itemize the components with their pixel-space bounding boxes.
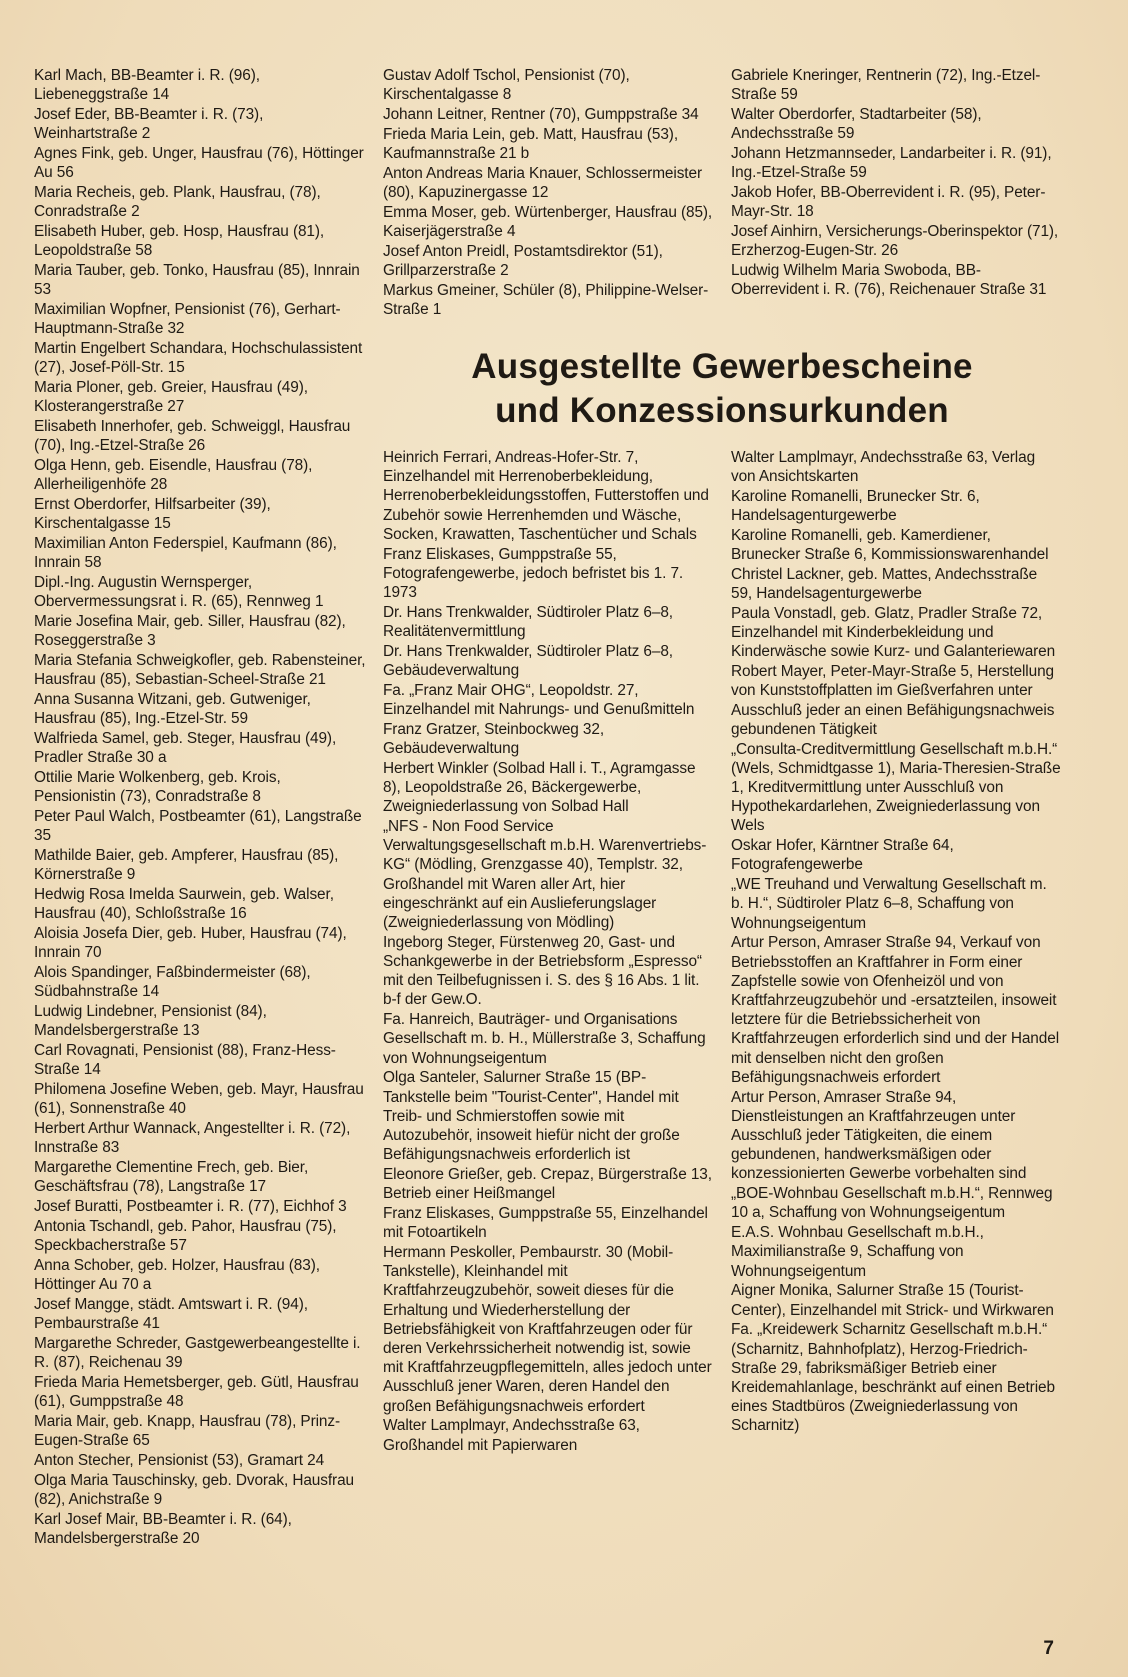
entry: Herbert Arthur Wannack, Angestellter i. R. (72), Innstraße 83: [34, 1120, 351, 1157]
entry: Josef Anton Preidl, Postamtsdirektor (51), Grillparzerstraße 2: [383, 242, 663, 279]
entry: Markus Gmeiner, Schüler (8), Philippine-Welser-Straße 1: [383, 281, 709, 318]
entry: Mathilde Baier, geb. Ampferer, Hausfrau (85), Körnerstraße 9: [34, 847, 339, 884]
entry: Fa. „Franz Mair OHG“, Leopoldstr. 27, Einzelhandel mit Nahrungs- und Genußmitteln: [383, 681, 695, 719]
entry: Elisabeth Huber, geb. Hosp, Hausfrau (81), Leopoldstraße 58: [34, 223, 325, 260]
entry: Fa. Hanreich, Bauträger- und Organisations Gesellschaft m. b. H., Müllerstraße 3, Schaffung von Wohnungseigentum: [383, 1011, 706, 1067]
entry: Josef Eder, BB-Beamter i. R. (73), Weinhartstraße 2: [34, 106, 264, 143]
entry: Alois Spandinger, Faßbindermeister (68), Südbahnstraße 14: [34, 964, 311, 1001]
entry: Gustav Adolf Tschol, Pensionist (70), Kirschentalgasse 8: [383, 67, 630, 104]
entry: Maria Recheis, geb. Plank, Hausfrau, (78), Conradstraße 2: [34, 184, 321, 221]
entry: Oskar Hofer, Kärntner Straße 64, Fotografengewerbe: [731, 837, 954, 874]
column-deaths-middle: [383, 66, 713, 320]
entry: Heinrich Ferrari, Andreas-Hofer-Str. 7, Einzelhandel mit Herrenoberbekleidung, Herrenoberbekleidungsstoffen, Futterstoffen und Zubehör sowie Herrenhemden und Wäsche, Socken, Krawatten, Taschentücher und Schals: [383, 449, 709, 543]
entry: Josef Mangge, städt. Amtswart i. R. (94), Pembaurstraße 41: [34, 1295, 308, 1332]
column-licenses-left: [383, 448, 713, 1455]
column-deaths-right: [731, 66, 1061, 300]
entry: Anna Susanna Witzani, geb. Gutweniger, Hausfrau (85), Ing.-Etzel-Str. 59: [34, 691, 311, 728]
entry: Walfrieda Samel, geb. Steger, Hausfrau (49), Pradler Straße 30 a: [34, 730, 337, 767]
page-number: 7: [1043, 1638, 1054, 1659]
entry: Peter Paul Walch, Postbeamter (61), Langstraße 35: [34, 808, 362, 845]
entry: Olga Maria Tauschinsky, geb. Dvorak, Hausfrau (82), Anichstraße 9: [34, 1471, 354, 1508]
entry: Olga Santeler, Salurner Straße 15 (BP-Tankstelle beim "Tourist-Center", Handel mit Treib- und Schmierstoffen sowie mit Autozubehör, insoweit hiefür nicht der große Befähigungsnachweis erforderlich ist: [383, 1069, 680, 1164]
entry: Maria Mair, geb. Knapp, Hausfrau (78), Prinz-Eugen-Straße 65: [34, 1412, 341, 1449]
entry: Ottilie Marie Wolkenberg, geb. Krois, Pensionistin (73), Conradstraße 8: [34, 769, 281, 806]
entry: Johann Hetzmannseder, Landarbeiter i. R. (91), Ing.-Etzel-Straße 59: [731, 145, 1052, 182]
entry: Artur Person, Amraser Straße 94, Dienstleistungen an Kraftfahrzeugen unter Ausschluß jeder Tätigkeiten, die einem gebundenen, handwerksmäßigen oder konzessionierten Gewerbe vorbehalten sind: [731, 1088, 1027, 1183]
entry: Gabriele Kneringer, Rentnerin (72), Ing.-Etzel-Straße 59: [731, 67, 1041, 104]
entry: Margarethe Clementine Frech, geb. Bier, Geschäftsfrau (78), Langstraße 17: [34, 1159, 309, 1196]
entry: Hedwig Rosa Imelda Saurwein, geb. Walser, Hausfrau (40), Schloßstraße 16: [34, 886, 334, 923]
entry: Margarethe Schreder, Gastgewerbeangestellte i. R. (87), Reichenau 39: [34, 1334, 361, 1371]
entry: Eleonore Grießer, geb. Crepaz, Bürgerstraße 13, Betrieb einer Heißmangel: [383, 1166, 712, 1203]
entry: Hermann Peskoller, Pembaurstr. 30 (Mobil-Tankstelle), Kleinhandel mit Kraftfahrzeugzubehör, soweit dieses für die Erhaltung und Wiederherstellung der Betriebsfähigkeit von Kraftfahrzeugen oder für deren Verkehrssicherheit notwendig ist, sowie mit Kraftfahrzeugpflegemitteln, alles jedoch unter Ausschluß jener Waren, deren Handel den großen Befähigungsnachweis erfordert: [383, 1244, 712, 1415]
entry: Ludwig Lindebner, Pensionist (84), Mandelsbergerstraße 13: [34, 1003, 267, 1040]
entry: Dipl.-Ing. Augustin Wernsperger, Obervermessungsrat i. R. (65), Rennweg 1: [34, 574, 324, 611]
heading-line-2: und Konzessionsurkunden: [495, 391, 949, 430]
entry: Marie Josefina Mair, geb. Siller, Hausfrau (82), Roseggerstraße 3: [34, 613, 346, 650]
entry: Anna Schober, geb. Holzer, Hausfrau (83), Höttinger Au 70 a: [34, 1256, 320, 1293]
entry: „NFS - Non Food Service Verwaltungsgesellschaft m.b.H. Warenvertriebs-KG“ (Mödling, Grenzgasse 40), Templstr. 32, Großhandel mit Waren aller Art, hier eingeschränkt auf ein Auslieferungslager (Zweigniederlassung von Mödling): [383, 818, 707, 932]
entry: Franz Eliskases, Gumppstraße 55, Einzelhandel mit Fotoartikeln: [383, 1205, 708, 1242]
entry: Robert Mayer, Peter-Mayr-Straße 5, Herstellung von Kunststoffplatten im Gießverfahren unter Ausschluß jeder an einen Befähigungsnachweis gebundenen Tätigkeit: [731, 663, 1055, 738]
entry: Ingeborg Steger, Fürstenweg 20, Gast- und Schankgewerbe in der Betriebsform „Espresso“ mit den Teilbefugnissen i. S. des § 16 Abs. 1 lit. b-f der Gew.O.: [383, 933, 702, 1009]
entry: Aloisia Josefa Dier, geb. Huber, Hausfrau (74), Innrain 70: [34, 925, 347, 962]
entry: Karoline Romanelli, geb. Kamerdiener, Brunecker Straße 6, Kommissionswarenhandel: [731, 527, 1049, 564]
entry: Frieda Maria Hemetsberger, geb. Gütl, Hausfrau (61), Gumppstraße 48: [34, 1373, 359, 1410]
entry: Ludwig Wilhelm Maria Swoboda, BB-Oberrevident i. R. (76), Reichenauer Straße 31: [731, 262, 1047, 299]
entry: Maria Tauber, geb. Tonko, Hausfrau (85), Innrain 53: [34, 262, 360, 299]
entry: Philomena Josefine Weben, geb. Mayr, Hausfrau (61), Sonnenstraße 40: [34, 1081, 364, 1118]
entry: Artur Person, Amraser Straße 94, Verkauf von Betriebsstoffen an Kraftfahrer in Form einer Zapfstelle sowie von Ofenheizöl und von Kraftfahrzeugzubehör und -ersatzteilen, insoweit letztere für die Betriebssicherheit von Kraftfahrzeugen erforderlich sind und der Handel mit denselben nicht den großen Befähigungsnachweis erfordert: [731, 934, 1060, 1086]
entry: Maximilian Wopfner, Pensionist (76), Gerhart-Hauptmann-Straße 32: [34, 301, 341, 338]
entry: Johann Leitner, Rentner (70), Gumppstraße 34: [383, 106, 699, 123]
entry: Karl Mach, BB-Beamter i. R. (96), Liebeneggstraße 14: [34, 67, 260, 104]
entry: Anton Andreas Maria Knauer, Schlossermeister (80), Kapuzinergasse 12: [383, 164, 702, 201]
entry: „Consulta-Creditvermittlung Gesellschaft m.b.H.“ (Wels, Schmidtgasse 1), Maria-Theresien-Straße 1, Kreditvermittlung unter Ausschluß von Hypothekardarlehen, Zweigniederlassung von Wels: [731, 740, 1061, 835]
entry: Christel Lackner, geb. Mattes, Andechsstraße 59, Handelsagenturgewerbe: [731, 566, 1038, 603]
column-deaths-left: [34, 66, 366, 1549]
entry: Frieda Maria Lein, geb. Matt, Hausfrau (53), Kaufmannstraße 21 b: [383, 125, 678, 162]
entry: Antonia Tschandl, geb. Pahor, Hausfrau (75), Speckbacherstraße 57: [34, 1217, 337, 1254]
column-licenses-right: [731, 448, 1061, 1436]
entry: Herbert Winkler (Solbad Hall i. T., Agramgasse 8), Leopoldstraße 26, Bäckergewerbe, Zweigniederlassung von Solbad Hall: [383, 759, 696, 816]
entry: Maria Stefania Schweigkofler, geb. Rabensteiner, Hausfrau (85), Sebastian-Scheel-Straße 21: [34, 652, 366, 689]
entry: Elisabeth Innerhofer, geb. Schweiggl, Hausfrau (70), Ing.-Etzel-Straße 26: [34, 418, 351, 455]
entry: Dr. Hans Trenkwalder, Südtiroler Platz 6–8, Gebäudeverwaltung: [383, 642, 673, 680]
entry: Emma Moser, geb. Würtenberger, Hausfrau (85), Kaiserjägerstraße 4: [383, 203, 713, 240]
entry: Maria Ploner, geb. Greier, Hausfrau (49), Klosterangerstraße 27: [34, 379, 308, 416]
entry: Walter Lamplmayr, Andechsstraße 63, Großhandel mit Papierwaren: [383, 1417, 640, 1454]
entry: Aigner Monika, Salurner Straße 15 (Tourist-Center), Einzelhandel mit Strick- und Wirkwaren: [731, 1282, 1054, 1319]
entry: Franz Gratzer, Steinbockweg 32, Gebäudeverwaltung: [383, 720, 605, 758]
entry: Olga Henn, geb. Eisendle, Hausfrau (78), Allerheiligenhöfe 28: [34, 457, 313, 494]
entry: Karoline Romanelli, Brunecker Str. 6, Handelsagenturgewerbe: [731, 488, 980, 525]
entry: Josef Ainhirn, Versicherungs-Oberinspektor (71), Erzherzog-Eugen-Str. 26: [731, 223, 1059, 260]
entry: Paula Vonstadl, geb. Glatz, Pradler Straße 72, Einzelhandel mit Kinderbekleidung und Kinderwäsche sowie Kurz- und Galanteriewaren: [731, 605, 1056, 661]
entry: Dr. Hans Trenkwalder, Südtiroler Platz 6–8, Realitätenvermittlung: [383, 603, 673, 641]
entry: Anton Stecher, Pensionist (53), Gramart 24: [34, 1451, 325, 1469]
entry: Ernst Oberdorfer, Hilfsarbeiter (39), Kirschentalgasse 15: [34, 496, 271, 533]
entry: Walter Lamplmayr, Andechsstraße 63, Verlag von Ansichtskarten: [731, 449, 1036, 486]
entry: Franz Eliskases, Gumppstraße 55, Fotografengewerbe, jedoch befristet bis 1. 7. 1973: [383, 545, 684, 602]
entry: Agnes Fink, geb. Unger, Hausfrau (76), Höttinger Au 56: [34, 145, 364, 182]
entry: Carl Rovagnati, Pensionist (88), Franz-Hess-Straße 14: [34, 1042, 336, 1079]
entry: E.A.S. Wohnbau Gesellschaft m.b.H., Maximilianstraße 9, Schaffung von Wohnungseigentum: [731, 1224, 984, 1280]
entry: „WE Treuhand und Verwaltung Gesellschaft m. b. H.“, Südtiroler Platz 6–8, Schaffung von Wohnungseigentum: [731, 876, 1047, 932]
entry: „BOE-Wohnbau Gesellschaft m.b.H.“, Rennweg 10 a, Schaffung von Wohnungseigentum: [731, 1185, 1053, 1222]
entry: Walter Oberdorfer, Stadtarbeiter (58), Andechsstraße 59: [731, 106, 982, 143]
entry: Fa. „Kreidewerk Scharnitz Gesellschaft m.b.H.“ (Scharnitz, Bahnhofplatz), Herzog-Friedrich-Straße 29, fabriksmäßiger Betrieb einer Kreidemahlanlage, beschränkt auf einen Betrieb eines Stadtbüros (Zweigniederlassung von Scharnitz): [731, 1321, 1055, 1435]
heading-line-1: Ausgestellte Gewerbescheine: [471, 347, 973, 386]
entry: Maximilian Anton Federspiel, Kaufmann (86), Innrain 58: [34, 535, 337, 572]
entry: Jakob Hofer, BB-Oberrevident i. R. (95), Peter-Mayr-Str. 18: [731, 184, 1046, 221]
entry: Martin Engelbert Schandara, Hochschulassistent (27), Josef-Pöll-Str. 15: [34, 340, 363, 377]
entry: Josef Buratti, Postbeamter i. R. (77), Eichhof 3: [34, 1198, 347, 1215]
section-heading: [383, 345, 1061, 433]
entry: Karl Josef Mair, BB-Beamter i. R. (64), Mandelsbergerstraße 20: [34, 1510, 292, 1547]
